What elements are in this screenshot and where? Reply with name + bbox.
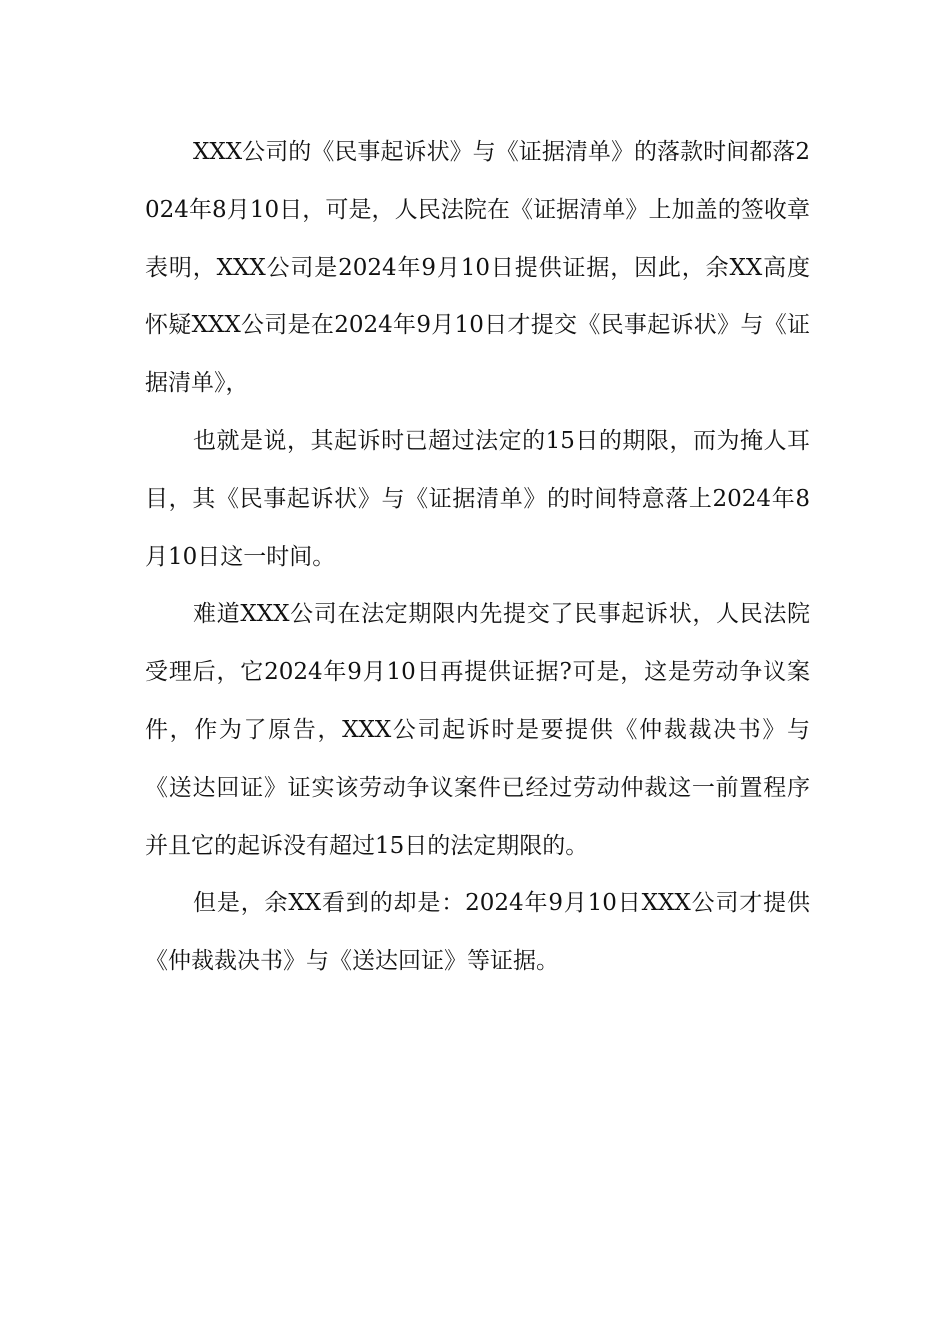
document-body: [145, 124, 810, 991]
paragraph-3: 难道XXX公司在法定期限内先提交了民事起诉状，人民法院受理后，它2024年9月10日再提供证据?可是，这是劳动争议案件，作为了原告，XXX公司起诉时是要提供《仲裁裁决书》与《送达回证》证实该劳动争议案件已经过劳动仲裁这一前置程序并且它的起诉没有超过15日的法定期限的。: [145, 601, 810, 859]
paragraph-2: 也就是说，其起诉时已超过法定的15日的期限，而为掩人耳目，其《民事起诉状》与《证据清单》的时间特意落上2024年8月10日这一时间。: [145, 427, 810, 570]
paragraph-4: 但是，余XX看到的却是：2024年9月10日XXX公司才提供《仲裁裁决书》与《送达回证》等证据。: [145, 890, 810, 975]
paragraph-1: XXX公司的《民事起诉状》与《证据清单》的落款时间都落2024年8月10日，可是，人民法院在《证据清单》上加盖的签收章表明，XXX公司是2024年9月10日提供证据，因此，余XX高度怀疑XXX公司是在2024年9月10日才提交《民事起诉状》与《证据清单》，: [145, 139, 810, 397]
